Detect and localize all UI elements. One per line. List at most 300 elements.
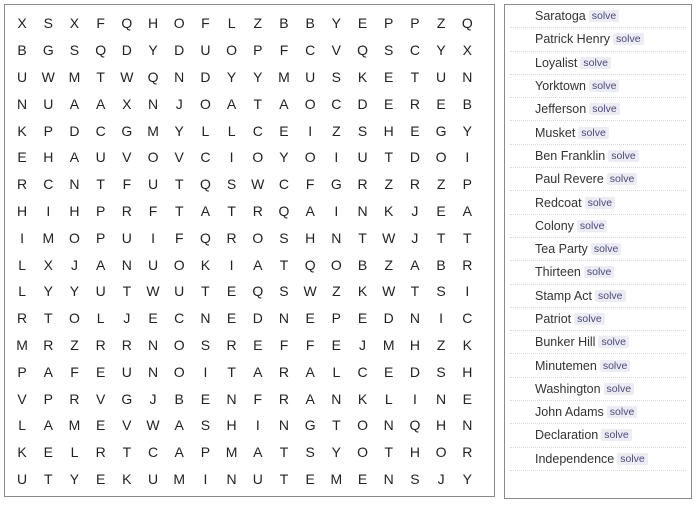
grid-cell[interactable]: N bbox=[331, 390, 342, 407]
grid-cell[interactable]: E bbox=[305, 470, 315, 487]
grid-cell[interactable]: Y bbox=[331, 444, 342, 461]
grid-cell[interactable]: T bbox=[358, 229, 367, 246]
grid-cell[interactable]: A bbox=[305, 363, 315, 380]
grid-cell[interactable]: Z bbox=[253, 15, 263, 32]
grid-cell[interactable]: O bbox=[69, 310, 80, 327]
grid-cell[interactable]: E bbox=[226, 283, 237, 300]
grid-cell[interactable]: K bbox=[357, 283, 368, 300]
grid-cell[interactable]: K bbox=[200, 256, 211, 273]
grid-cell[interactable]: L bbox=[332, 363, 341, 380]
grid-cell[interactable]: J bbox=[123, 310, 131, 327]
grid-cell[interactable]: C bbox=[305, 42, 316, 59]
grid-cell[interactable]: V bbox=[122, 149, 132, 166]
grid-cell[interactable]: N bbox=[278, 417, 290, 434]
grid-cell[interactable]: U bbox=[305, 68, 316, 85]
grid-cell[interactable]: N bbox=[331, 229, 342, 246]
grid-cell[interactable]: N bbox=[226, 390, 237, 407]
grid-cell[interactable]: N bbox=[462, 417, 473, 434]
grid-cell[interactable]: H bbox=[383, 122, 394, 139]
grid-cell[interactable]: Z bbox=[436, 15, 446, 32]
grid-cell[interactable]: W bbox=[120, 68, 134, 85]
grid-cell[interactable]: F bbox=[148, 202, 158, 219]
grid-cell[interactable]: F bbox=[253, 390, 263, 407]
grid-cell[interactable]: C bbox=[43, 176, 54, 193]
grid-cell[interactable]: Z bbox=[70, 336, 79, 353]
grid-cell[interactable]: R bbox=[252, 202, 263, 219]
grid-cell[interactable]: B bbox=[357, 256, 368, 273]
grid-cell[interactable]: U bbox=[147, 470, 159, 487]
solve-button[interactable]: solve bbox=[600, 360, 631, 372]
grid-cell[interactable]: K bbox=[462, 336, 472, 353]
grid-cell[interactable]: S bbox=[305, 444, 315, 461]
grid-cell[interactable]: B bbox=[305, 15, 315, 32]
grid-cell[interactable]: M bbox=[16, 336, 28, 353]
grid-cell[interactable]: N bbox=[462, 68, 473, 85]
grid-cell[interactable]: K bbox=[17, 444, 27, 461]
grid-cell[interactable]: X bbox=[43, 256, 53, 273]
grid-cell[interactable]: I bbox=[203, 363, 208, 380]
grid-cell[interactable]: W bbox=[251, 176, 265, 193]
grid-cell[interactable]: F bbox=[201, 15, 210, 32]
grid-cell[interactable]: F bbox=[70, 363, 79, 380]
grid-cell[interactable]: R bbox=[462, 256, 473, 273]
grid-cell[interactable]: A bbox=[174, 444, 184, 461]
grid-cell[interactable]: I bbox=[229, 149, 234, 166]
grid-cell[interactable]: C bbox=[331, 95, 342, 112]
grid-cell[interactable]: I bbox=[20, 229, 25, 246]
grid-cell[interactable]: R bbox=[409, 95, 420, 112]
grid-cell[interactable]: E bbox=[226, 310, 237, 327]
grid-cell[interactable]: Q bbox=[461, 15, 473, 32]
grid-cell[interactable]: T bbox=[227, 363, 236, 380]
grid-cell[interactable]: A bbox=[95, 95, 106, 112]
grid-cell[interactable]: E bbox=[200, 390, 211, 407]
grid-cell[interactable]: K bbox=[122, 470, 132, 487]
grid-cell[interactable]: F bbox=[305, 176, 315, 193]
grid-cell[interactable]: D bbox=[69, 122, 80, 139]
grid-cell[interactable]: Y bbox=[148, 42, 158, 59]
solve-button[interactable]: solve bbox=[604, 383, 635, 395]
grid-cell[interactable]: R bbox=[357, 176, 368, 193]
grid-cell[interactable]: E bbox=[17, 149, 27, 166]
grid-cell[interactable]: G bbox=[330, 176, 342, 193]
grid-cell[interactable]: S bbox=[357, 122, 368, 139]
grid-cell[interactable]: R bbox=[278, 390, 290, 407]
grid-cell[interactable]: A bbox=[43, 417, 53, 434]
grid-cell[interactable]: H bbox=[305, 229, 316, 246]
grid-cell[interactable]: B bbox=[436, 256, 446, 273]
grid-cell[interactable]: S bbox=[436, 283, 446, 300]
grid-cell[interactable]: S bbox=[69, 42, 80, 59]
grid-cell[interactable]: E bbox=[148, 310, 158, 327]
grid-cell[interactable]: T bbox=[44, 310, 53, 327]
grid-cell[interactable]: T bbox=[410, 283, 420, 300]
grid-cell[interactable]: L bbox=[70, 444, 79, 461]
grid-cell[interactable]: L bbox=[96, 310, 105, 327]
solve-button[interactable]: solve bbox=[617, 453, 648, 465]
grid-cell[interactable]: P bbox=[200, 444, 211, 461]
grid-cell[interactable]: K bbox=[357, 390, 368, 407]
grid-cell[interactable]: G bbox=[121, 122, 133, 139]
grid-cell[interactable]: O bbox=[304, 149, 316, 166]
grid-cell[interactable]: Z bbox=[332, 283, 341, 300]
grid-cell[interactable]: Q bbox=[304, 256, 316, 273]
grid-cell[interactable]: L bbox=[227, 122, 236, 139]
grid-cell[interactable]: Y bbox=[436, 42, 446, 59]
grid-cell[interactable]: F bbox=[279, 336, 289, 353]
grid-cell[interactable]: S bbox=[200, 417, 211, 434]
grid-cell[interactable]: D bbox=[357, 95, 368, 112]
grid-cell[interactable]: B bbox=[279, 15, 289, 32]
grid-cell[interactable]: I bbox=[46, 202, 51, 219]
grid-cell[interactable]: U bbox=[121, 229, 132, 246]
grid-cell[interactable]: N bbox=[200, 310, 211, 327]
grid-cell[interactable]: F bbox=[96, 15, 105, 32]
grid-cell[interactable]: I bbox=[439, 310, 444, 327]
grid-cell[interactable]: P bbox=[384, 15, 394, 32]
grid-cell[interactable]: D bbox=[200, 68, 211, 85]
grid-cell[interactable]: O bbox=[173, 15, 185, 32]
grid-cell[interactable]: O bbox=[199, 95, 211, 112]
grid-cell[interactable]: V bbox=[95, 390, 106, 407]
grid-cell[interactable]: S bbox=[331, 68, 342, 85]
grid-cell[interactable]: P bbox=[17, 363, 27, 380]
grid-cell[interactable]: A bbox=[174, 417, 184, 434]
grid-cell[interactable]: T bbox=[279, 444, 289, 461]
grid-cell[interactable]: O bbox=[357, 444, 368, 461]
grid-cell[interactable]: O bbox=[173, 336, 185, 353]
grid-cell[interactable]: J bbox=[437, 470, 445, 487]
solve-button[interactable]: solve bbox=[613, 33, 644, 45]
solve-button[interactable]: solve bbox=[577, 220, 608, 232]
grid-cell[interactable]: Y bbox=[331, 15, 342, 32]
grid-cell[interactable]: H bbox=[226, 417, 237, 434]
grid-cell[interactable]: H bbox=[409, 444, 420, 461]
grid-cell[interactable]: N bbox=[436, 390, 447, 407]
grid-cell[interactable]: H bbox=[147, 15, 159, 32]
grid-cell[interactable]: I bbox=[334, 149, 339, 166]
grid-cell[interactable]: O bbox=[252, 229, 264, 246]
grid-cell[interactable]: E bbox=[384, 95, 394, 112]
grid-cell[interactable]: U bbox=[17, 68, 28, 85]
grid-cell[interactable]: I bbox=[203, 470, 208, 487]
grid-cell[interactable]: C bbox=[174, 310, 185, 327]
grid-cell[interactable]: T bbox=[436, 229, 446, 246]
grid-cell[interactable]: T bbox=[201, 283, 210, 300]
grid-cell[interactable]: T bbox=[410, 68, 420, 85]
solve-button[interactable]: solve bbox=[589, 80, 620, 92]
grid-cell[interactable]: R bbox=[121, 336, 132, 353]
grid-cell[interactable]: P bbox=[43, 390, 53, 407]
grid-cell[interactable]: A bbox=[462, 202, 472, 219]
grid-cell[interactable]: O bbox=[173, 256, 185, 273]
grid-cell[interactable]: S bbox=[279, 229, 289, 246]
grid-cell[interactable]: E bbox=[384, 363, 394, 380]
grid-cell[interactable]: E bbox=[357, 310, 368, 327]
grid-cell[interactable]: S bbox=[384, 42, 394, 59]
grid-cell[interactable]: O bbox=[435, 444, 447, 461]
grid-cell[interactable]: Y bbox=[174, 122, 184, 139]
grid-cell[interactable]: T bbox=[279, 470, 289, 487]
grid-cell[interactable]: I bbox=[465, 283, 470, 300]
grid-cell[interactable]: N bbox=[147, 363, 159, 380]
grid-cell[interactable]: J bbox=[411, 229, 419, 246]
solve-button[interactable]: solve bbox=[595, 290, 626, 302]
grid-cell[interactable]: O bbox=[330, 256, 342, 273]
grid-cell[interactable]: Y bbox=[462, 122, 472, 139]
grid-cell[interactable]: N bbox=[383, 470, 394, 487]
grid-cell[interactable]: Z bbox=[384, 256, 393, 273]
grid-cell[interactable]: I bbox=[308, 122, 313, 139]
grid-cell[interactable]: E bbox=[253, 336, 263, 353]
grid-cell[interactable]: I bbox=[412, 390, 417, 407]
grid-cell[interactable]: V bbox=[122, 417, 132, 434]
grid-cell[interactable]: Q bbox=[95, 42, 107, 59]
grid-cell[interactable]: T bbox=[332, 417, 341, 434]
grid-cell[interactable]: O bbox=[252, 149, 264, 166]
grid-cell[interactable]: U bbox=[17, 470, 28, 487]
grid-cell[interactable]: G bbox=[435, 122, 447, 139]
grid-cell[interactable]: P bbox=[253, 42, 263, 59]
grid-cell[interactable]: R bbox=[278, 363, 290, 380]
grid-cell[interactable]: Z bbox=[384, 176, 393, 193]
grid-cell[interactable]: U bbox=[200, 42, 211, 59]
grid-cell[interactable]: Y bbox=[279, 149, 289, 166]
grid-cell[interactable]: D bbox=[409, 363, 420, 380]
grid-cell[interactable]: M bbox=[68, 417, 81, 434]
grid-cell[interactable]: C bbox=[252, 122, 263, 139]
grid-cell[interactable]: I bbox=[151, 229, 155, 246]
grid-cell[interactable]: W bbox=[146, 283, 160, 300]
grid-cell[interactable]: H bbox=[69, 202, 80, 219]
grid-cell[interactable]: A bbox=[69, 149, 80, 166]
grid-cell[interactable]: P bbox=[462, 176, 472, 193]
grid-cell[interactable]: Q bbox=[357, 42, 368, 59]
grid-cell[interactable]: S bbox=[200, 336, 211, 353]
grid-cell[interactable]: O bbox=[69, 229, 80, 246]
grid-cell[interactable]: O bbox=[226, 42, 238, 59]
grid-cell[interactable]: Z bbox=[436, 336, 446, 353]
grid-cell[interactable]: N bbox=[17, 95, 28, 112]
grid-cell[interactable]: S bbox=[43, 15, 53, 32]
grid-cell[interactable]: G bbox=[121, 390, 133, 407]
grid-cell[interactable]: M bbox=[68, 68, 81, 85]
grid-cell[interactable]: E bbox=[462, 390, 472, 407]
solve-button[interactable]: solve bbox=[591, 243, 622, 255]
grid-cell[interactable]: E bbox=[95, 470, 106, 487]
solve-button[interactable]: solve bbox=[580, 57, 611, 69]
grid-cell[interactable]: E bbox=[357, 15, 368, 32]
grid-cell[interactable]: M bbox=[382, 336, 395, 353]
grid-cell[interactable]: C bbox=[95, 122, 106, 139]
grid-cell[interactable]: U bbox=[147, 176, 159, 193]
grid-cell[interactable]: W bbox=[41, 68, 55, 85]
grid-cell[interactable]: E bbox=[331, 336, 342, 353]
grid-cell[interactable]: R bbox=[121, 202, 132, 219]
solve-button[interactable]: solve bbox=[608, 150, 639, 162]
grid-cell[interactable]: A bbox=[43, 363, 53, 380]
grid-cell[interactable]: O bbox=[147, 149, 159, 166]
grid-cell[interactable]: S bbox=[436, 363, 446, 380]
grid-cell[interactable]: D bbox=[409, 149, 420, 166]
grid-cell[interactable]: A bbox=[305, 390, 315, 407]
grid-cell[interactable]: S bbox=[410, 470, 420, 487]
grid-cell[interactable]: M bbox=[330, 470, 343, 487]
grid-cell[interactable]: G bbox=[42, 42, 54, 59]
grid-cell[interactable]: P bbox=[331, 310, 342, 327]
grid-cell[interactable]: J bbox=[411, 202, 419, 219]
grid-cell[interactable]: T bbox=[96, 68, 105, 85]
grid-cell[interactable]: H bbox=[17, 202, 28, 219]
grid-cell[interactable]: T bbox=[463, 229, 472, 246]
grid-cell[interactable]: N bbox=[383, 417, 394, 434]
grid-cell[interactable]: Q bbox=[121, 15, 133, 32]
solve-button[interactable]: solve bbox=[607, 406, 638, 418]
grid-cell[interactable]: J bbox=[175, 95, 183, 112]
grid-cell[interactable]: R bbox=[409, 176, 420, 193]
grid-cell[interactable]: U bbox=[357, 149, 368, 166]
grid-cell[interactable]: R bbox=[226, 336, 237, 353]
grid-cell[interactable]: A bbox=[253, 363, 263, 380]
grid-cell[interactable]: H bbox=[43, 149, 54, 166]
grid-cell[interactable]: P bbox=[95, 202, 106, 219]
grid-cell[interactable]: E bbox=[95, 417, 106, 434]
grid-cell[interactable]: X bbox=[462, 42, 472, 59]
grid-cell[interactable]: A bbox=[95, 256, 106, 273]
grid-cell[interactable]: R bbox=[17, 176, 28, 193]
grid-cell[interactable]: N bbox=[69, 176, 80, 193]
grid-cell[interactable]: Q bbox=[199, 229, 211, 246]
grid-cell[interactable]: Z bbox=[436, 176, 446, 193]
grid-cell[interactable]: T bbox=[253, 95, 263, 112]
grid-cell[interactable]: D bbox=[252, 310, 263, 327]
grid-cell[interactable]: X bbox=[122, 95, 132, 112]
grid-cell[interactable]: M bbox=[225, 444, 238, 461]
grid-cell[interactable]: D bbox=[121, 42, 132, 59]
grid-cell[interactable]: U bbox=[252, 470, 263, 487]
grid-cell[interactable]: R bbox=[43, 336, 54, 353]
grid-cell[interactable]: D bbox=[174, 42, 185, 59]
grid-cell[interactable]: Q bbox=[409, 417, 421, 434]
grid-cell[interactable]: T bbox=[174, 176, 184, 193]
grid-cell[interactable]: N bbox=[278, 310, 290, 327]
grid-cell[interactable]: E bbox=[43, 444, 53, 461]
grid-cell[interactable]: M bbox=[278, 68, 290, 85]
solve-button[interactable]: solve bbox=[607, 173, 638, 185]
grid-cell[interactable]: T bbox=[122, 444, 132, 461]
grid-cell[interactable]: N bbox=[409, 310, 420, 327]
grid-cell[interactable]: H bbox=[409, 336, 420, 353]
grid-cell[interactable]: M bbox=[42, 229, 55, 246]
grid-cell[interactable]: C bbox=[357, 363, 368, 380]
grid-cell[interactable]: J bbox=[359, 336, 367, 353]
grid-cell[interactable]: T bbox=[227, 202, 236, 219]
grid-cell[interactable]: M bbox=[173, 470, 186, 487]
grid-cell[interactable]: T bbox=[122, 283, 132, 300]
grid-cell[interactable]: O bbox=[357, 417, 368, 434]
grid-cell[interactable]: H bbox=[462, 363, 473, 380]
grid-cell[interactable]: Q bbox=[278, 202, 290, 219]
grid-cell[interactable]: A bbox=[305, 202, 315, 219]
grid-cell[interactable]: R bbox=[95, 444, 106, 461]
grid-cell[interactable]: E bbox=[436, 202, 446, 219]
grid-cell[interactable]: N bbox=[147, 95, 159, 112]
solve-button[interactable]: solve bbox=[574, 313, 605, 325]
grid-cell[interactable]: L bbox=[18, 283, 26, 300]
grid-cell[interactable]: F bbox=[305, 336, 315, 353]
solve-button[interactable]: solve bbox=[589, 103, 620, 115]
grid-cell[interactable]: C bbox=[200, 149, 211, 166]
grid-cell[interactable]: Y bbox=[69, 470, 80, 487]
grid-cell[interactable]: C bbox=[278, 176, 290, 193]
grid-cell[interactable]: B bbox=[462, 95, 472, 112]
grid-cell[interactable]: U bbox=[121, 363, 132, 380]
grid-cell[interactable]: P bbox=[95, 229, 106, 246]
grid-cell[interactable]: A bbox=[226, 95, 237, 112]
grid-cell[interactable]: Q bbox=[252, 283, 264, 300]
grid-cell[interactable]: D bbox=[383, 310, 394, 327]
grid-cell[interactable]: A bbox=[200, 202, 211, 219]
grid-cell[interactable]: Y bbox=[226, 68, 237, 85]
grid-cell[interactable]: U bbox=[436, 68, 447, 85]
grid-cell[interactable]: U bbox=[95, 149, 106, 166]
solve-button[interactable]: solve bbox=[578, 127, 609, 139]
grid-cell[interactable]: Q bbox=[199, 176, 211, 193]
grid-cell[interactable]: A bbox=[253, 256, 263, 273]
grid-cell[interactable]: R bbox=[17, 310, 28, 327]
solve-button[interactable]: solve bbox=[601, 429, 632, 441]
grid-cell[interactable]: E bbox=[436, 95, 446, 112]
grid-cell[interactable]: E bbox=[410, 122, 420, 139]
grid-cell[interactable]: W bbox=[303, 283, 317, 300]
grid-cell[interactable]: Y bbox=[69, 283, 80, 300]
grid-cell[interactable]: I bbox=[465, 149, 470, 166]
grid-cell[interactable]: E bbox=[305, 310, 315, 327]
grid-cell[interactable]: U bbox=[147, 256, 159, 273]
grid-cell[interactable]: O bbox=[173, 363, 185, 380]
grid-cell[interactable]: N bbox=[357, 202, 368, 219]
grid-cell[interactable]: E bbox=[279, 122, 289, 139]
grid-cell[interactable]: Y bbox=[462, 470, 472, 487]
grid-cell[interactable]: N bbox=[147, 336, 159, 353]
grid-cell[interactable]: T bbox=[174, 202, 184, 219]
grid-cell[interactable]: W bbox=[146, 417, 160, 434]
grid-cell[interactable]: T bbox=[384, 149, 393, 166]
solve-button[interactable]: solve bbox=[598, 336, 629, 348]
grid-cell[interactable]: N bbox=[174, 68, 185, 85]
grid-cell[interactable]: T bbox=[279, 256, 289, 273]
grid-cell[interactable]: F bbox=[279, 42, 289, 59]
grid-cell[interactable]: R bbox=[69, 390, 80, 407]
grid-cell[interactable]: Q bbox=[147, 68, 159, 85]
grid-cell[interactable]: U bbox=[43, 95, 54, 112]
grid-cell[interactable]: V bbox=[17, 390, 27, 407]
grid-cell[interactable]: N bbox=[226, 470, 237, 487]
grid-cell[interactable]: B bbox=[17, 42, 27, 59]
grid-cell[interactable]: B bbox=[174, 390, 184, 407]
grid-cell[interactable]: L bbox=[18, 256, 26, 273]
grid-cell[interactable]: L bbox=[227, 15, 236, 32]
grid-cell[interactable]: N bbox=[121, 256, 132, 273]
grid-cell[interactable]: G bbox=[304, 417, 316, 434]
grid-cell[interactable]: O bbox=[435, 149, 447, 166]
grid-cell[interactable]: R bbox=[226, 229, 237, 246]
grid-cell[interactable]: F bbox=[174, 229, 184, 246]
grid-cell[interactable]: U bbox=[174, 283, 185, 300]
grid-cell[interactable]: P bbox=[410, 15, 420, 32]
grid-cell[interactable]: U bbox=[95, 283, 106, 300]
grid-cell[interactable]: L bbox=[384, 390, 393, 407]
